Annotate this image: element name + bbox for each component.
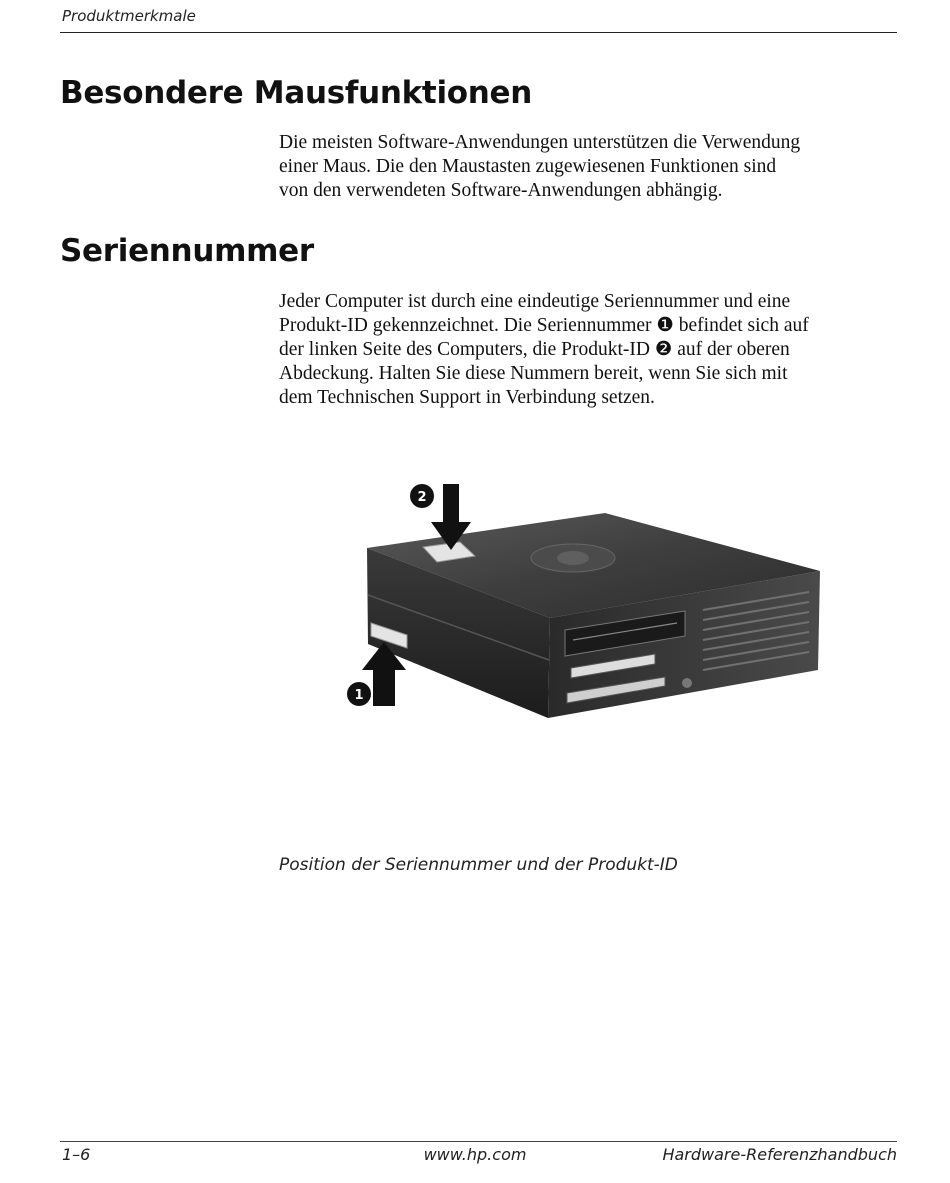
text-line: Jeder Computer ist durch eine eindeutige Seriennummer und eine [279, 291, 791, 312]
callout-1-number: 1 [354, 688, 364, 703]
computer-figure [335, 478, 825, 738]
callout-2-number: 2 [417, 490, 427, 505]
text-line: der linken Seite des Computers, die Produkt-ID ❷ auf der oberen [279, 339, 790, 360]
text-line: einer Maus. Die den Maustasten zugewiesenen Funktionen sind [279, 156, 777, 177]
footer-title: Hardware-Referenzhandbuch [662, 1145, 897, 1164]
figure-caption: Position der Seriennummer und der Produkt-ID [279, 855, 678, 875]
text-line: von den verwendeten Software-Anwendungen abhängig. [279, 180, 723, 201]
section-heading-serial: Seriennummer [60, 233, 314, 269]
text-line: Die meisten Software-Anwendungen unterstützen die Verwendung [279, 132, 801, 153]
header-rule [60, 32, 897, 33]
paragraph-serial [279, 290, 899, 410]
page-number: 1–6 [62, 1145, 91, 1164]
text-line: Abdeckung. Halten Sie diese Nummern bereit, wenn Sie sich mit [279, 363, 788, 384]
section-heading-mouse: Besondere Mausfunktionen [60, 75, 533, 111]
paragraph-mouse [279, 131, 899, 203]
footer-url: www.hp.com [423, 1145, 527, 1164]
text-line: Produkt-ID gekennzeichnet. Die Seriennummer ❶ befindet sich auf [279, 315, 809, 336]
footer-rule [60, 1141, 897, 1142]
running-header: Produktmerkmale [62, 7, 196, 25]
computer-chassis [367, 513, 820, 718]
text-line: dem Technischen Support in Verbindung setzen. [279, 387, 655, 408]
